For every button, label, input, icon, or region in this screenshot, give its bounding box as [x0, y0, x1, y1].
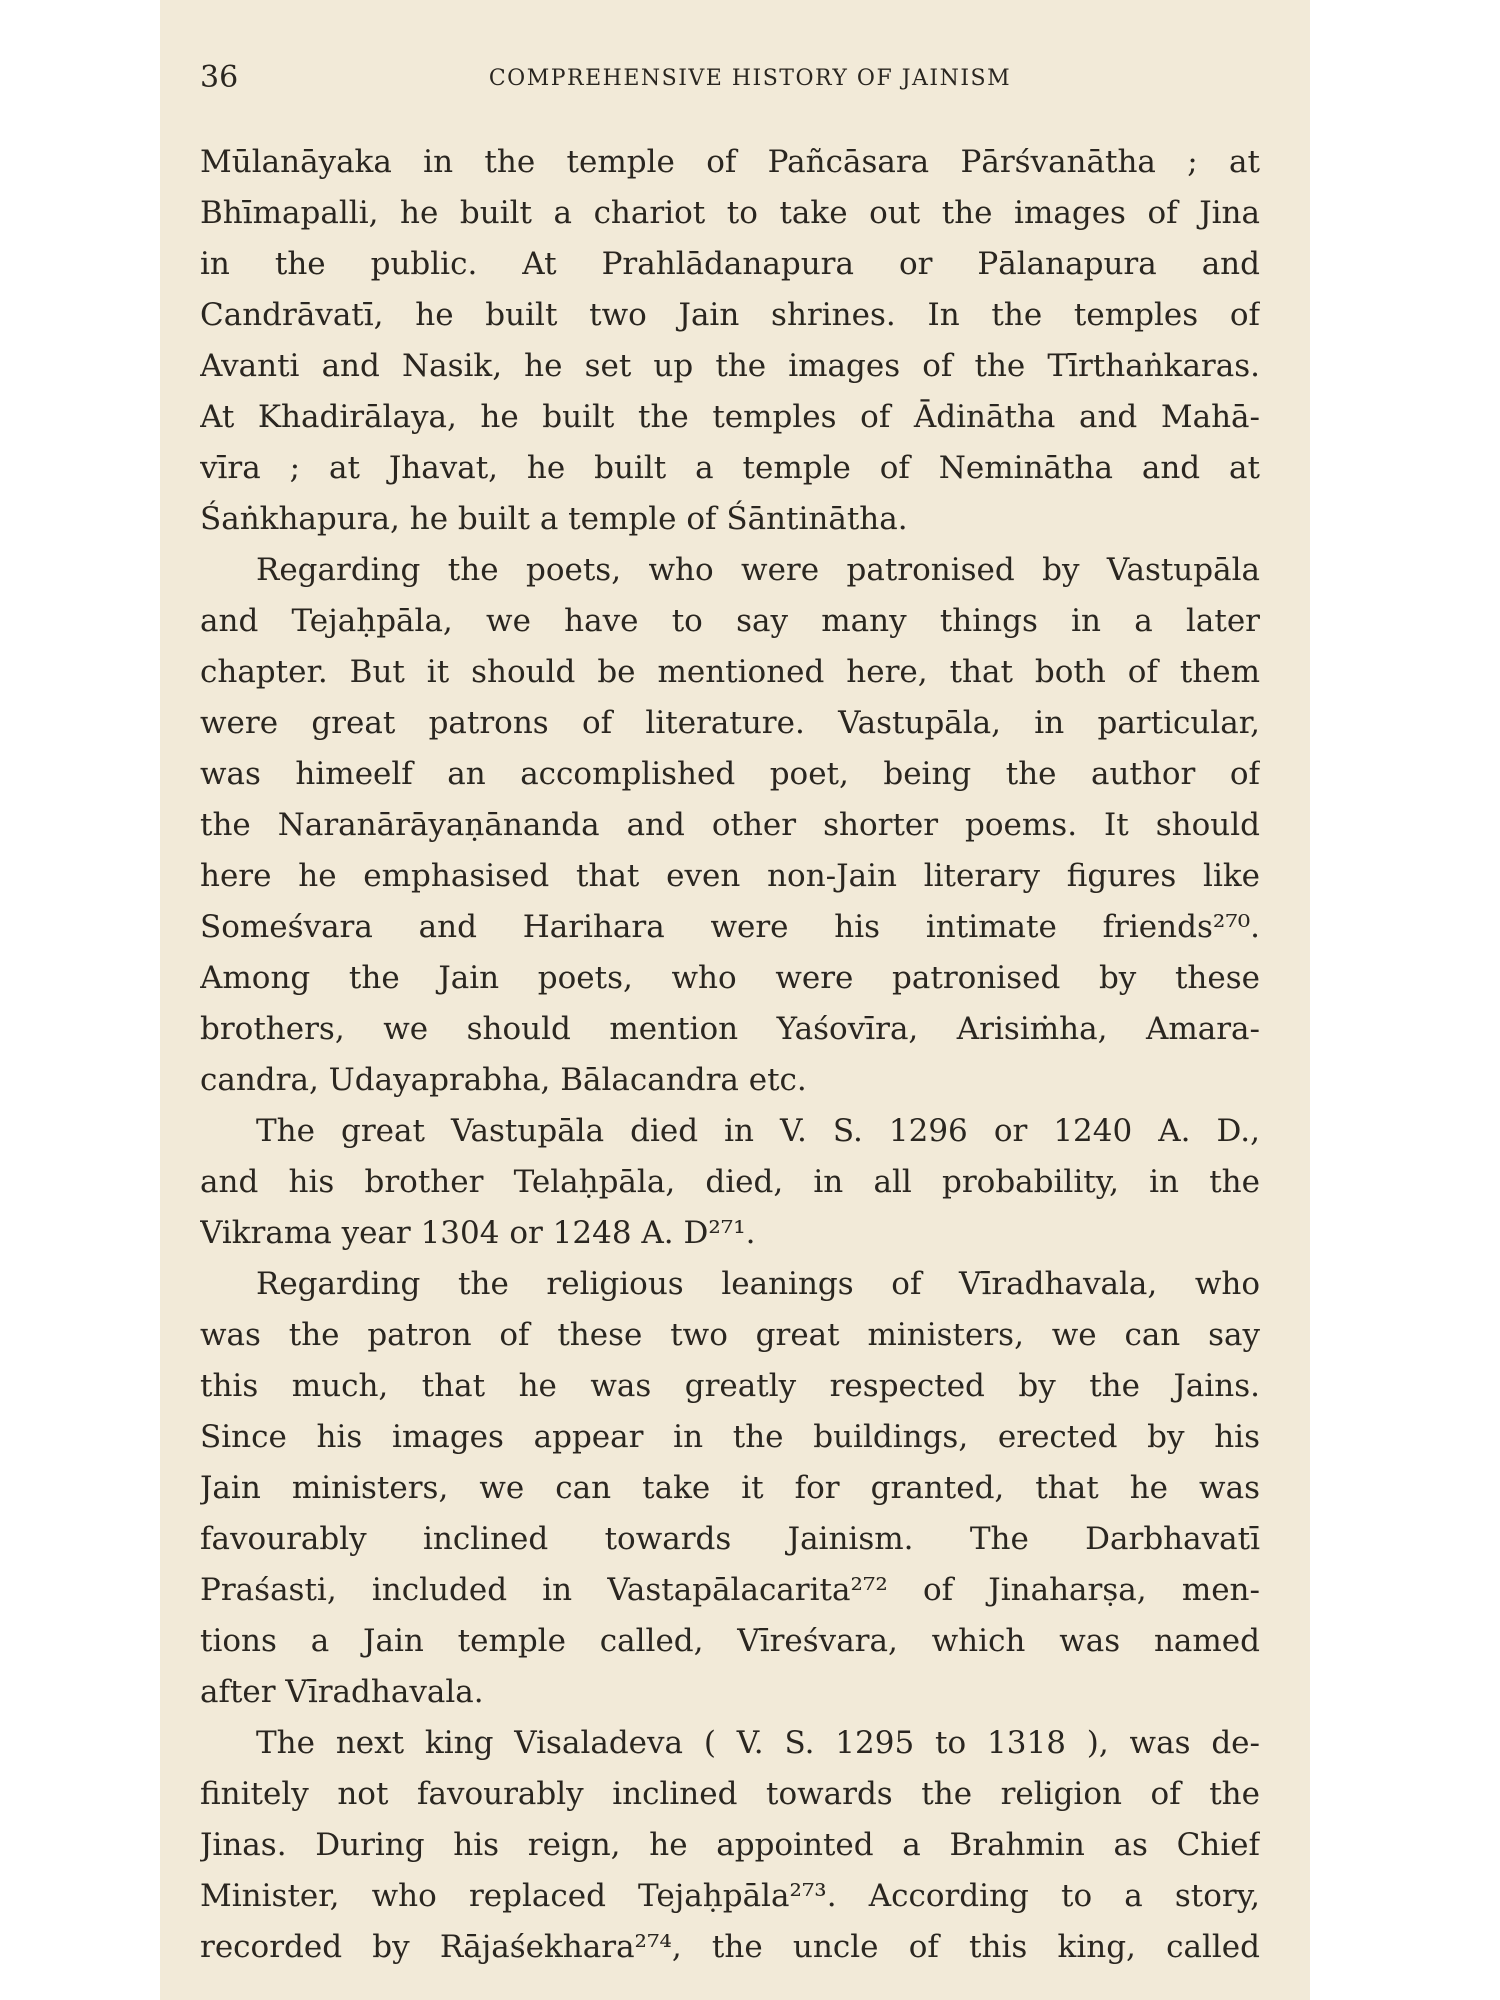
text-line: after Vīradhavala.	[200, 1674, 484, 1710]
text-line: Regarding the religious leanings of Vīradhavala, who	[256, 1266, 1260, 1302]
text-line: The next king Visaladeva ( V. S. 1295 to 1318 ), was de-	[256, 1725, 1260, 1761]
running-title: COMPREHENSIVE HISTORY OF JAINISM	[488, 66, 1012, 91]
text-line: tions a Jain temple called, Vīreśvara, which was named	[200, 1623, 1260, 1659]
book-page	[160, 0, 1310, 2000]
text-line: Avanti and Nasik, he set up the images of the Tīrthaṅkaras.	[200, 348, 1260, 384]
text-line: Vikrama year 1304 or 1248 A. D²⁷¹.	[200, 1215, 756, 1251]
text-line: in the public. At Prahlādanapura or Pālanapura and	[200, 246, 1260, 282]
text-line: Candrāvatī, he built two Jain shrines. In the temples of	[200, 297, 1260, 333]
text-line: here he emphasised that even non-Jain literary figures like	[200, 858, 1260, 894]
text-line: finitely not favourably inclined towards the religion of the	[200, 1776, 1260, 1812]
text-line: Someśvara and Harihara were his intimate friends²⁷⁰.	[200, 909, 1260, 945]
text-line: chapter. But it should be mentioned here, that both of them	[200, 654, 1260, 690]
text-line: brothers, we should mention Yaśovīra, Arisiṁha, Amara-	[200, 1011, 1260, 1047]
text-line: At Khadirālaya, he built the temples of Ādinātha and Mahā-	[200, 399, 1260, 435]
text-line: Bhīmapalli, he built a chariot to take out the images of Jina	[200, 195, 1260, 231]
text-line: Mūlanāyaka in the temple of Pañcāsara Pārśvanātha ; at	[200, 144, 1260, 180]
text-line: and his brother Telaḥpāla, died, in all probability, in the	[200, 1164, 1260, 1200]
text-line: the Naranārāyaṇānanda and other shorter poems. It should	[200, 807, 1260, 843]
text-line: was the patron of these two great ministers, we can say	[200, 1317, 1260, 1353]
text-line: Jinas. During his reign, he appointed a Brahmin as Chief	[200, 1827, 1260, 1863]
text-line: Among the Jain poets, who were patronised by these	[200, 960, 1260, 996]
text-line: was himeelf an accomplished poet, being the author of	[200, 756, 1260, 792]
text-line: candra, Udayaprabha, Bālacandra etc.	[200, 1062, 807, 1098]
text-line: recorded by Rājaśekhara²⁷⁴, the uncle of this king, called	[200, 1929, 1260, 1965]
text-line: Śaṅkhapura, he built a temple of Śāntinātha.	[200, 501, 908, 537]
text-line: Since his images appear in the buildings, erected by his	[200, 1419, 1260, 1455]
text-line: Regarding the poets, who were patronised by Vastupāla	[256, 552, 1260, 588]
text-line: favourably inclined towards Jainism. The Darbhavatī	[200, 1521, 1260, 1557]
text-line: were great patrons of literature. Vastupāla, in particular,	[200, 705, 1260, 741]
page-header	[200, 60, 1260, 100]
page-number: 36	[200, 60, 239, 95]
text-line: The great Vastupāla died in V. S. 1296 or 1240 A. D.,	[256, 1113, 1260, 1149]
text-line: and Tejaḥpāla, we have to say many things in a later	[200, 603, 1260, 639]
text-line: Praśasti, included in Vastapālacarita²⁷² of Jinaharṣa, men-	[200, 1572, 1260, 1608]
body-text	[200, 137, 1260, 1973]
text-line: vīra ; at Jhavat, he built a temple of Neminātha and at	[200, 450, 1260, 486]
text-line: Minister, who replaced Tejaḥpāla²⁷³. According to a story,	[200, 1878, 1260, 1914]
text-line: Jain ministers, we can take it for granted, that he was	[200, 1470, 1260, 1506]
text-line: this much, that he was greatly respected by the Jains.	[200, 1368, 1260, 1404]
